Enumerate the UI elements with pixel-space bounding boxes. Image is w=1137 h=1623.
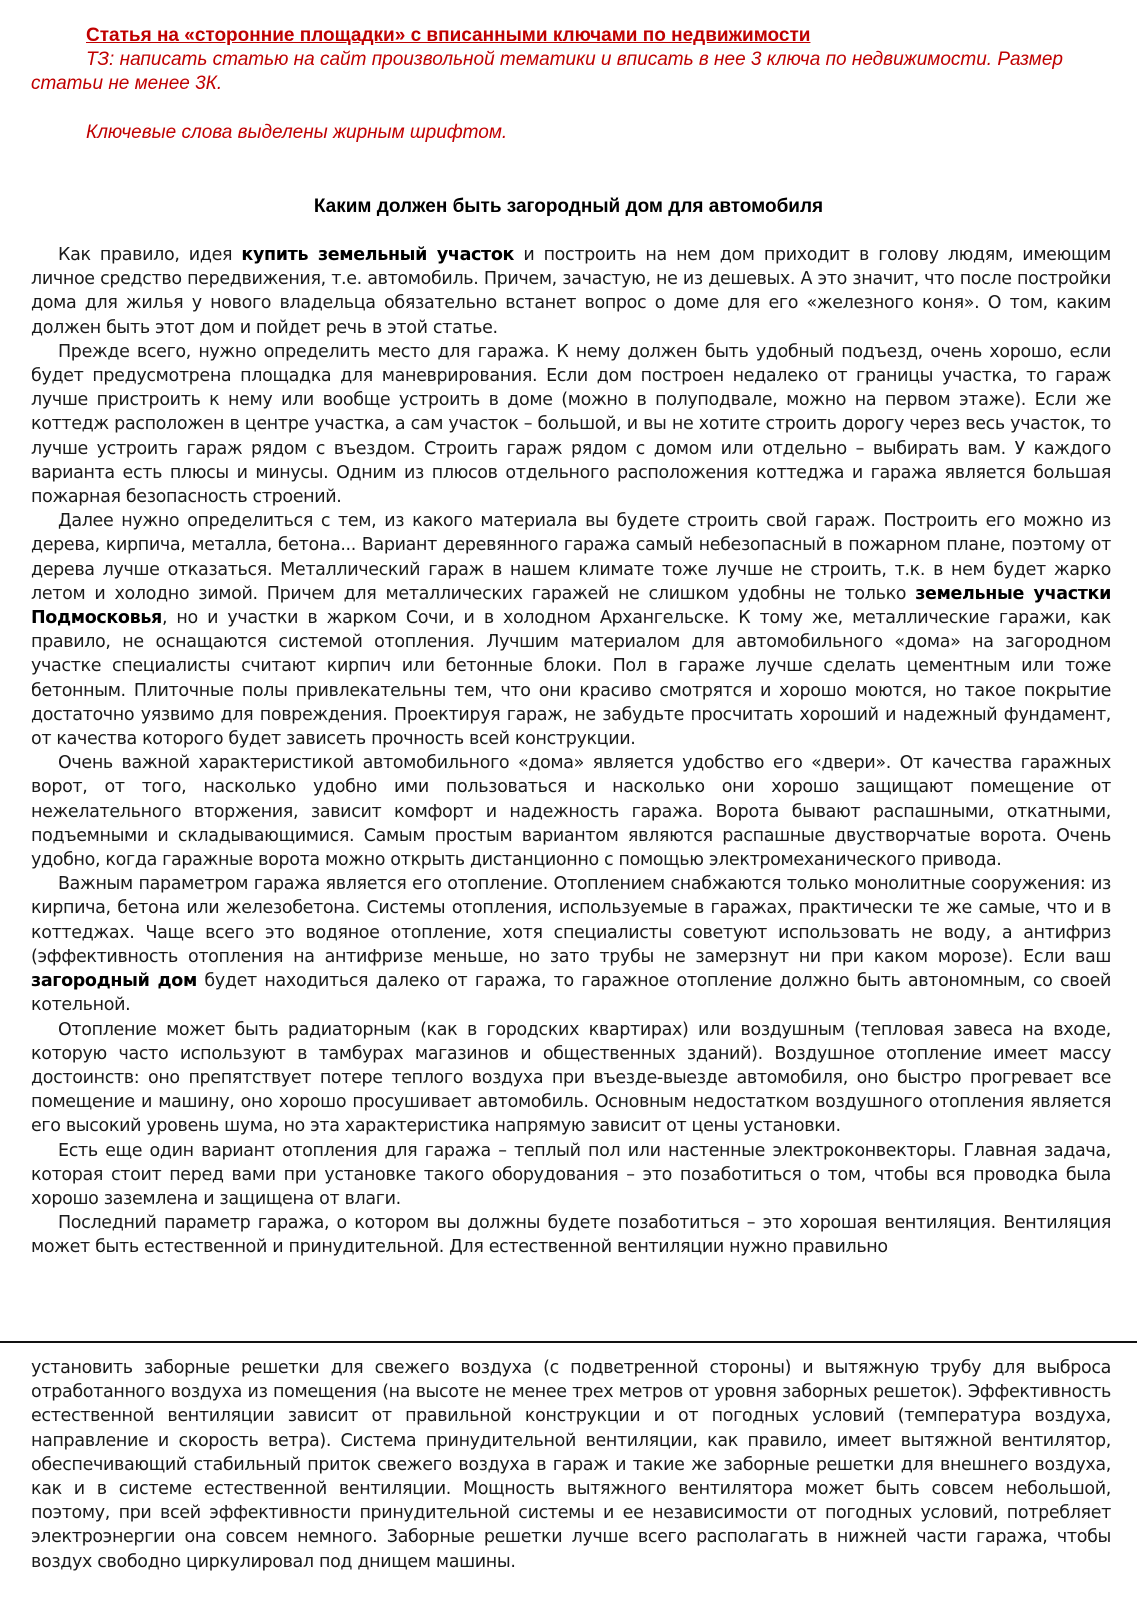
page-break-line	[0, 1341, 1137, 1343]
paragraph-8-start: Последний параметр гаража, о котором вы должны будете позаботиться – это хорошая вентиляция. Вентиляция может быть естественной и принудительной. Для естественной вентиляции нужно правильно	[31, 1213, 1111, 1258]
article-body-page2	[31, 1356, 1111, 1574]
header-task: ТЗ: написать статью на сайт произвольной тематики и вписать в нее 3 ключа по недвижимости. Размер статьи не менее 3К.	[31, 49, 1063, 94]
article-body-page1	[31, 243, 1111, 1260]
paragraph-5: Важным параметром гаража является его отопление. Отоплением снабжаются только монолитные сооружения: из кирпича, бетона или железобетона. Системы отопления, используемые в гаражах, практически те же самые, что и в коттеджах. Чаще всего это водяное отопление, хотя специалисты советуют использовать не воду, а антифриз (эффективность отопления на антифризе меньше, но зато трубы не замерзнут ни при каком морозе). Если ваш загородный дом будет находиться далеко от гаража, то гаражное отопление должно быть автономным, со своей котельной.	[31, 874, 1111, 1016]
paragraph-7: Есть еще один вариант отопления для гаража – теплый пол или настенные электроконвекторы. Главная задача, которая стоит перед вами при установке такого оборудования – это позаботиться о том, чтобы вся проводка была хорошо заземлена и защищена от влаги.	[31, 1140, 1111, 1209]
paragraph-1: Как правило, идея купить земельный участок и построить на нем дом приходит в голову людям, имеющим личное средство передвижения, т.е. автомобиль. Причем, зачастую, не из дешевых. А это значит, что после постройки дома для жилья у нового владельца обязательно встанет вопрос о доме для его «железного коня». О том, каким должен быть этот дом и пойдет речь в этой статье.	[31, 245, 1111, 338]
keyword-1: купить земельный участок	[241, 245, 515, 265]
article-title: Каким должен быть загородный дом для автомобиля	[313, 196, 824, 217]
paragraph-4: Очень важной характеристикой автомобильного «дома» является удобство его «двери». От качества гаражных ворот, от того, насколько удобно ими пользоваться и насколько они хорошо защищают помещение от нежелательного вторжения, зависит комфорт и надежность гаража. Ворота бывают распашными, откатными, подъемными и складывающимися. Самым простым вариантом являются распашные двустворчатые ворота. Очень удобно, когда гаражные ворота можно открыть дистанционно с помощью электромеханического привода.	[31, 753, 1111, 871]
header-keywords-note: Ключевые слова выделены жирным шрифтом.	[86, 122, 508, 143]
paragraph-8-continued: установить заборные решетки для свежего воздуха (с подветренной стороны) и вытяжную трубу для выброса отработанного воздуха из помещения (на высоте не менее трех метров от уровня заборных решеток). Эффективность естественной вентиляции зависит от правильной конструкции и от погодных условий (температура воздуха, направление и скорость ветра). Система принудительной вентиляции, как правило, имеет вытяжной вентилятор, обеспечивающий стабильный приток свежего воздуха в гараж и такие же заборные решетки для внешнего воздуха, как и в системе естественной вентиляции. Мощность вытяжного вентилятора может быть совсем небольшой, поэтому, при всей эффективности принудительной системы и ее независимости от погодных условий, потребляет электроэнергии она совсем немного. Заборные решетки лучше всего располагать в нижней части гаража, чтобы воздух свободно циркулировал под днищем машины.	[31, 1358, 1111, 1572]
keyword-2: земельные участки Подмосковья	[31, 583, 1111, 629]
paragraph-3: Далее нужно определиться с тем, из какого материала вы будете строить свой гараж. Построить его можно из дерева, кирпича, металла, бетона... Вариант деревянного гаража самый небезопасный в пожарном плане, поэтому от дерева лучше отказаться. Металлический гараж в нашем климате тоже лучше не строить, т.к. в нем будет жарко летом и холодно зимой. Причем для металлических гаражей не слишком удобны не только земельные участки Подмосковья, но и участки в жарком Сочи, и в холодном Архангельске. К тому же, металлические гаражи, как правило, не оснащаются системой отопления. Лучшим материалом для автомобильного «дома» на загородном участке специалисты считают кирпич или бетонные блоки. Пол в гараже лучше сделать цементным или тоже бетонным. Плиточные полы привлекательны тем, что они красиво смотрятся и хорошо моются, но такое покрытие достаточно уязвимо для повреждения. Проектируя гараж, не забудьте просчитать хороший и надежный фундамент, от качества которого будет зависеть прочность всей конструкции.	[31, 511, 1111, 750]
paragraph-6: Отопление может быть радиаторным (как в городских квартирах) или воздушным (тепловая завеса на входе, которую часто используют в тамбурах магазинов и общественных зданий). Воздушное отопление имеет массу достоинств: оно препятствует потере теплого воздуха при въезде-выезде автомобиля, оно быстро прогревает все помещение и машину, оно хорошо просушивает автомобиль. Основным недостатком воздушного отопления является его высокий уровень шума, но эта характеристика напрямую зависит от цены установки.	[31, 1019, 1111, 1137]
paragraph-2: Прежде всего, нужно определить место для гаража. К нему должен быть удобный подъезд, очень хорошо, если будет предусмотрена площадка для маневрирования. Если дом построен недалеко от границы участка, то гараж лучше пристроить к нему или вообще устроить в доме (можно в полуподвале, можно на первом этаже). Если же коттедж расположен в центре участка, а сам участок – большой, и вы не хотите строить дорогу через весь участок, то лучше устроить гараж рядом с въездом. Строить гараж рядом с домом или отдельно – выбирать вам. У каждого варианта есть плюсы и минусы. Одним из плюсов отдельного расположения коттеджа и гаража является большая пожарная безопасность строений.	[31, 341, 1111, 508]
keyword-3: загородный дом	[31, 971, 197, 992]
header-title: Статья на «сторонние площадки» с вписанными ключами по недвижимости	[86, 25, 811, 46]
